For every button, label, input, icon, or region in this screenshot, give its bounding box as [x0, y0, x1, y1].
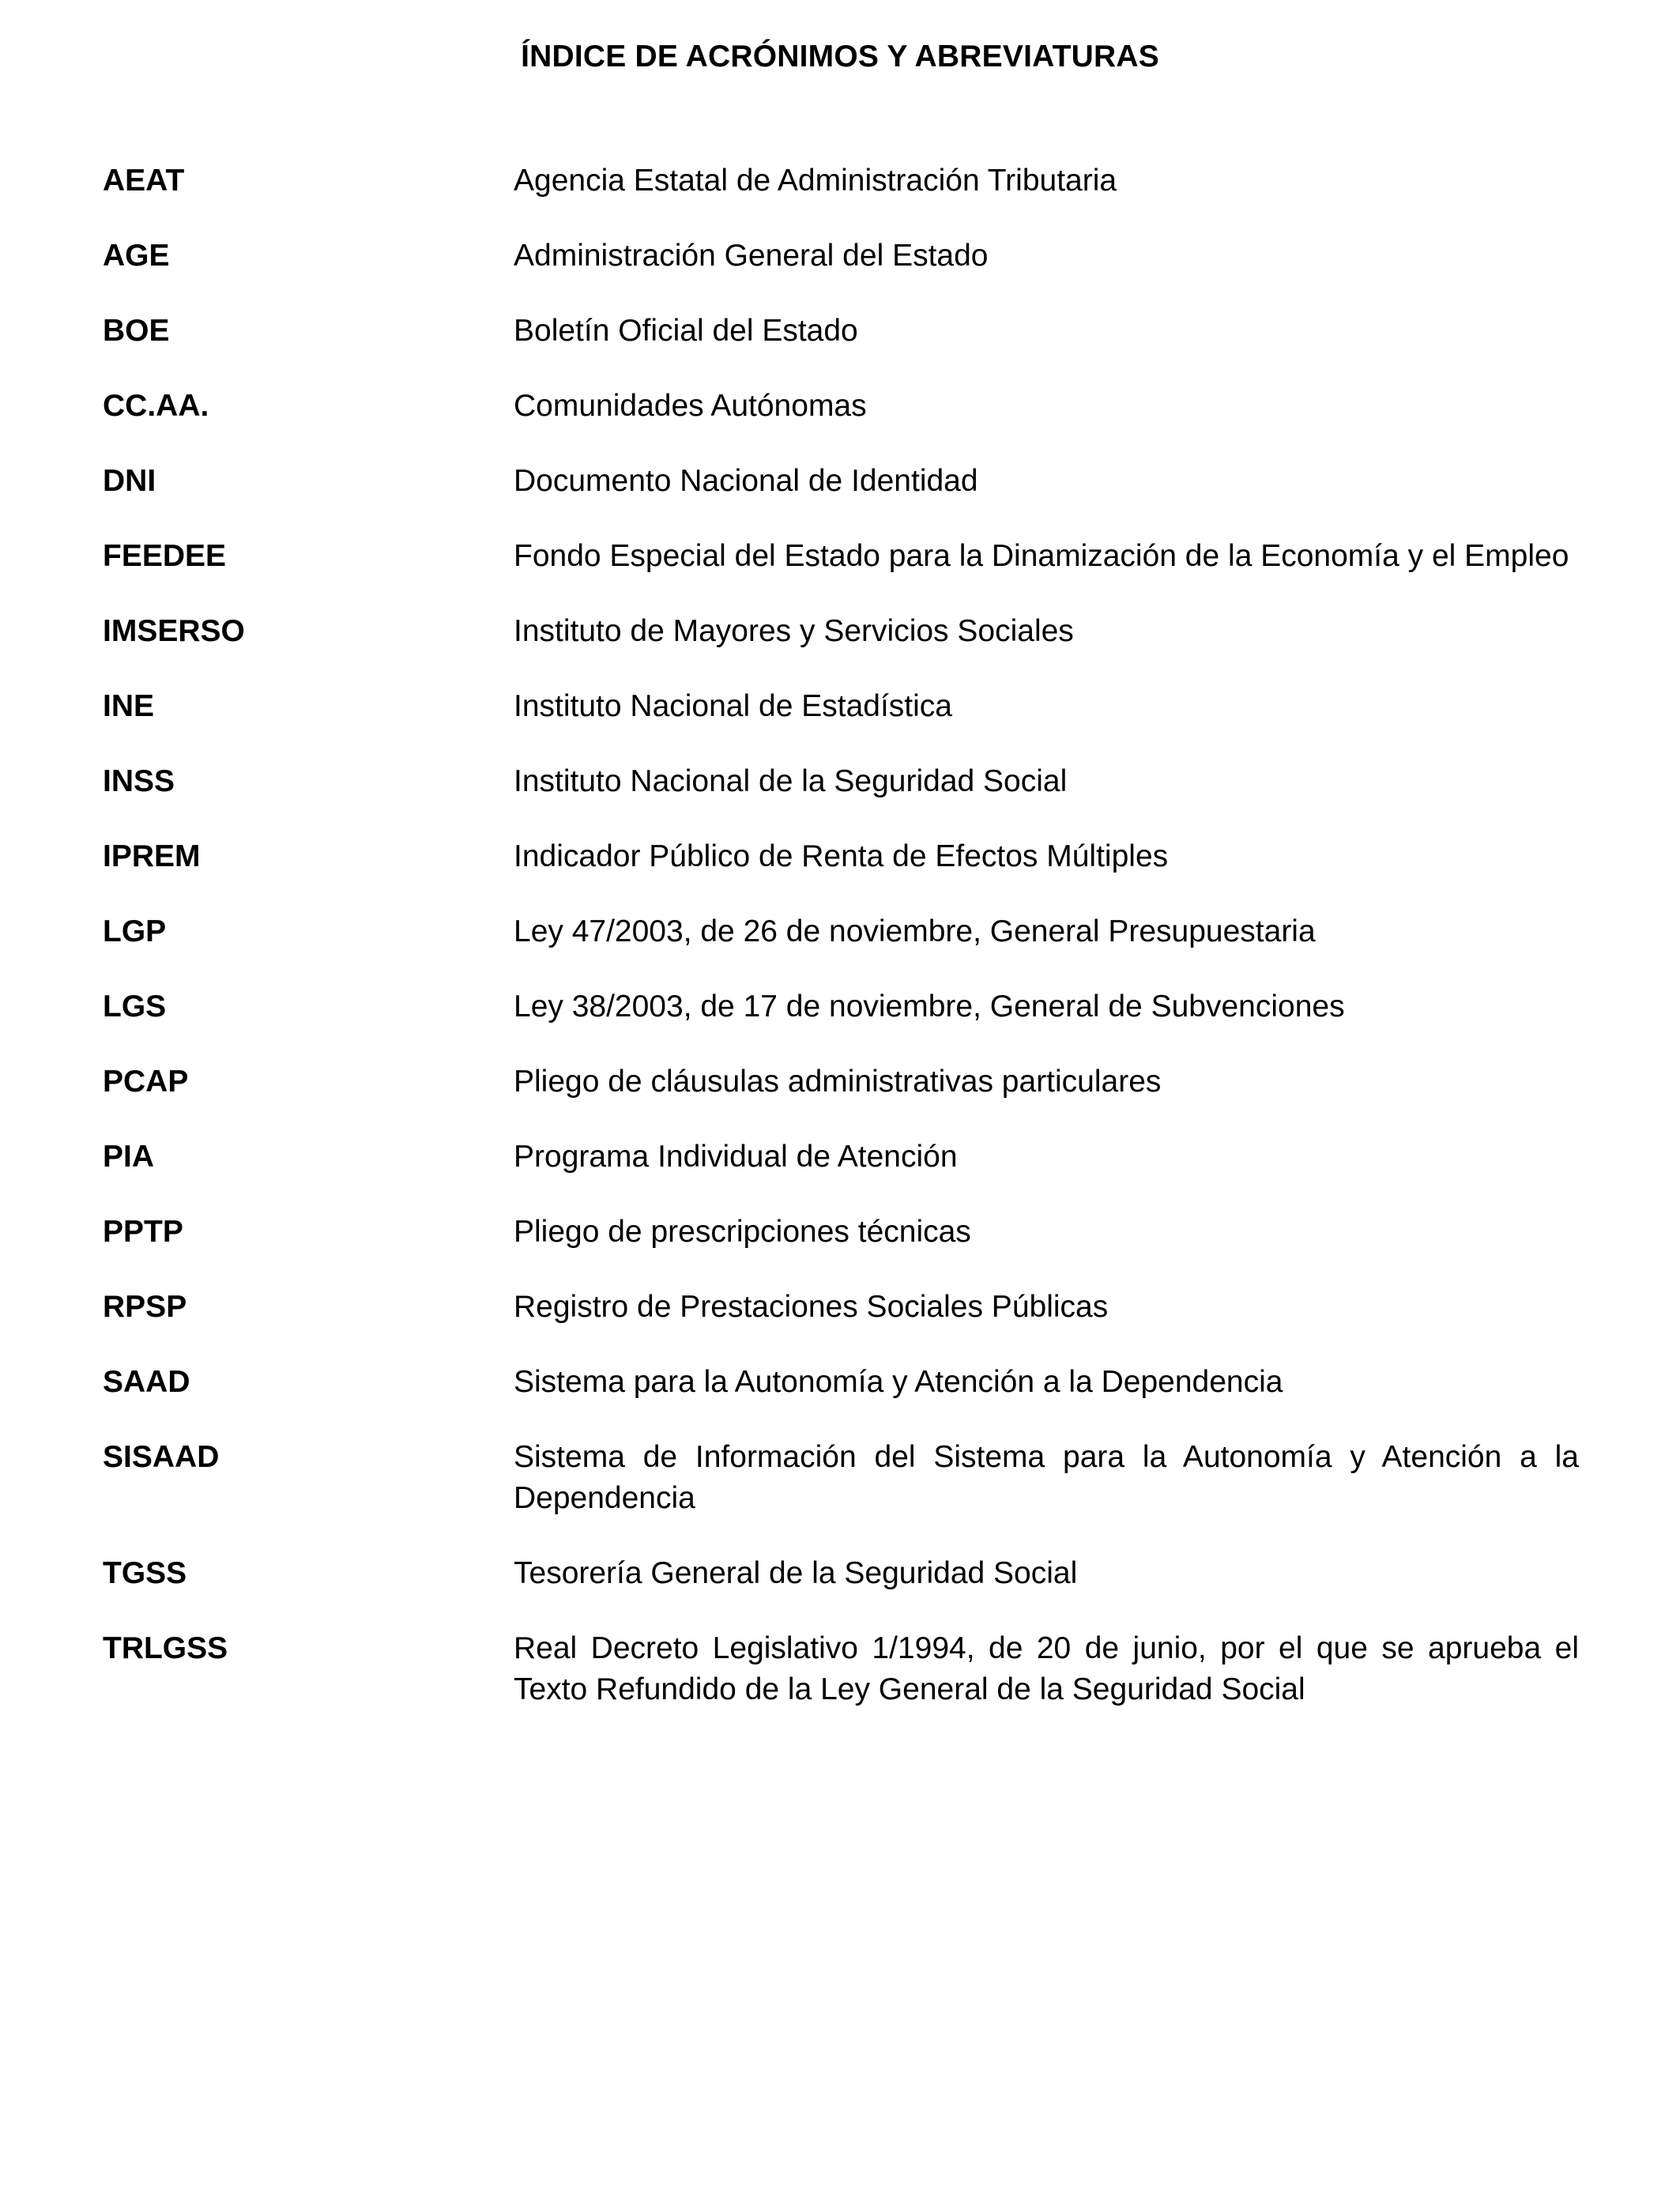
acronym-term: PPTP	[103, 1215, 183, 1249]
acronym-definition: Registro de Prestaciones Sociales Públicas	[514, 1290, 1109, 1324]
acronym-term: TGSS	[103, 1556, 187, 1590]
acronym-definition: Pliego de prescripciones técnicas	[514, 1215, 971, 1249]
acronym-term: DNI	[103, 464, 156, 498]
acronym-entry	[103, 686, 1579, 727]
acronym-term: CC.AA.	[103, 389, 209, 423]
acronym-definition: Boletín Oficial del Estado	[514, 314, 858, 348]
acronym-entry	[103, 1287, 1579, 1328]
acronym-entry	[103, 1212, 1579, 1253]
acronym-entry	[103, 911, 1579, 952]
acronym-entry	[103, 1362, 1579, 1403]
acronym-term: RPSP	[103, 1290, 187, 1324]
acronym-definition: Agencia Estatal de Administración Tributaria	[514, 164, 1117, 198]
acronym-entry	[103, 236, 1579, 277]
acronym-definition: Instituto Nacional de la Seguridad Social	[514, 764, 1068, 798]
acronym-entry	[103, 1137, 1579, 1178]
acronym-term: FEEDEE	[103, 539, 227, 573]
page-title: ÍNDICE DE ACRÓNIMOS Y ABREVIATURAS	[521, 40, 1159, 74]
acronym-term: SAAD	[103, 1365, 190, 1399]
acronym-entry	[103, 1061, 1579, 1103]
acronym-entry	[103, 386, 1579, 427]
acronym-term: PCAP	[103, 1065, 189, 1099]
acronym-term: SISAAD	[103, 1440, 220, 1474]
acronym-definition: Instituto Nacional de Estadística	[514, 689, 952, 723]
acronym-term: INSS	[103, 764, 175, 798]
acronym-term: TRLGSS	[103, 1631, 228, 1665]
acronym-entry	[103, 1553, 1579, 1594]
acronym-definition: Ley 47/2003, de 26 de noviembre, General Presupuestaria	[514, 914, 1316, 948]
acronym-entry	[103, 836, 1579, 877]
acronym-definition: Fondo Especial del Estado para la Dinamización de la Economía y el Empleo	[514, 539, 1569, 573]
acronym-term: PIA	[103, 1140, 155, 1174]
acronym-term: LGS	[103, 990, 167, 1023]
acronym-term: IMSERSO	[103, 614, 245, 648]
acronym-definition: Indicador Público de Renta de Efectos Múltiples	[514, 839, 1169, 873]
acronym-definition: Sistema para la Autonomía y Atención a la Dependencia	[514, 1365, 1283, 1399]
acronym-definition: Documento Nacional de Identidad	[514, 464, 978, 498]
acronym-definition: Sistema de Información del Sistema para la Autonomía y Atención a la Dependencia	[514, 1440, 1579, 1515]
acronym-entry	[103, 1437, 1579, 1519]
acronym-entry	[103, 611, 1579, 652]
acronym-entry	[103, 461, 1579, 502]
acronym-definition: Pliego de cláusulas administrativas particulares	[514, 1065, 1162, 1099]
acronym-term: LGP	[103, 914, 167, 948]
acronym-entry	[103, 536, 1579, 577]
acronym-entry	[103, 311, 1579, 352]
acronym-definition: Real Decreto Legislativo 1/1994, de 20 de junio, por el que se aprueba el Texto Refundido de la Ley General de la Seguridad Social	[514, 1631, 1579, 1706]
acronym-definition: Programa Individual de Atención	[514, 1140, 958, 1174]
acronym-entry	[103, 1628, 1579, 1710]
acronym-term: AGE	[103, 239, 170, 273]
acronym-definition: Tesorería General de la Seguridad Social	[514, 1556, 1078, 1590]
acronym-term: BOE	[103, 314, 170, 348]
acronym-list	[103, 160, 1579, 1744]
acronym-definition: Ley 38/2003, de 17 de noviembre, General de Subvenciones	[514, 990, 1345, 1023]
acronym-definition: Administración General del Estado	[514, 239, 989, 273]
acronym-term: IPREM	[103, 839, 201, 873]
acronym-definition: Instituto de Mayores y Servicios Sociales	[514, 614, 1074, 648]
acronym-entry	[103, 986, 1579, 1027]
acronym-entry	[103, 761, 1579, 802]
acronym-entry	[103, 160, 1579, 202]
acronym-definition: Comunidades Autónomas	[514, 389, 867, 423]
acronym-term: AEAT	[103, 164, 185, 198]
acronym-term: INE	[103, 689, 155, 723]
